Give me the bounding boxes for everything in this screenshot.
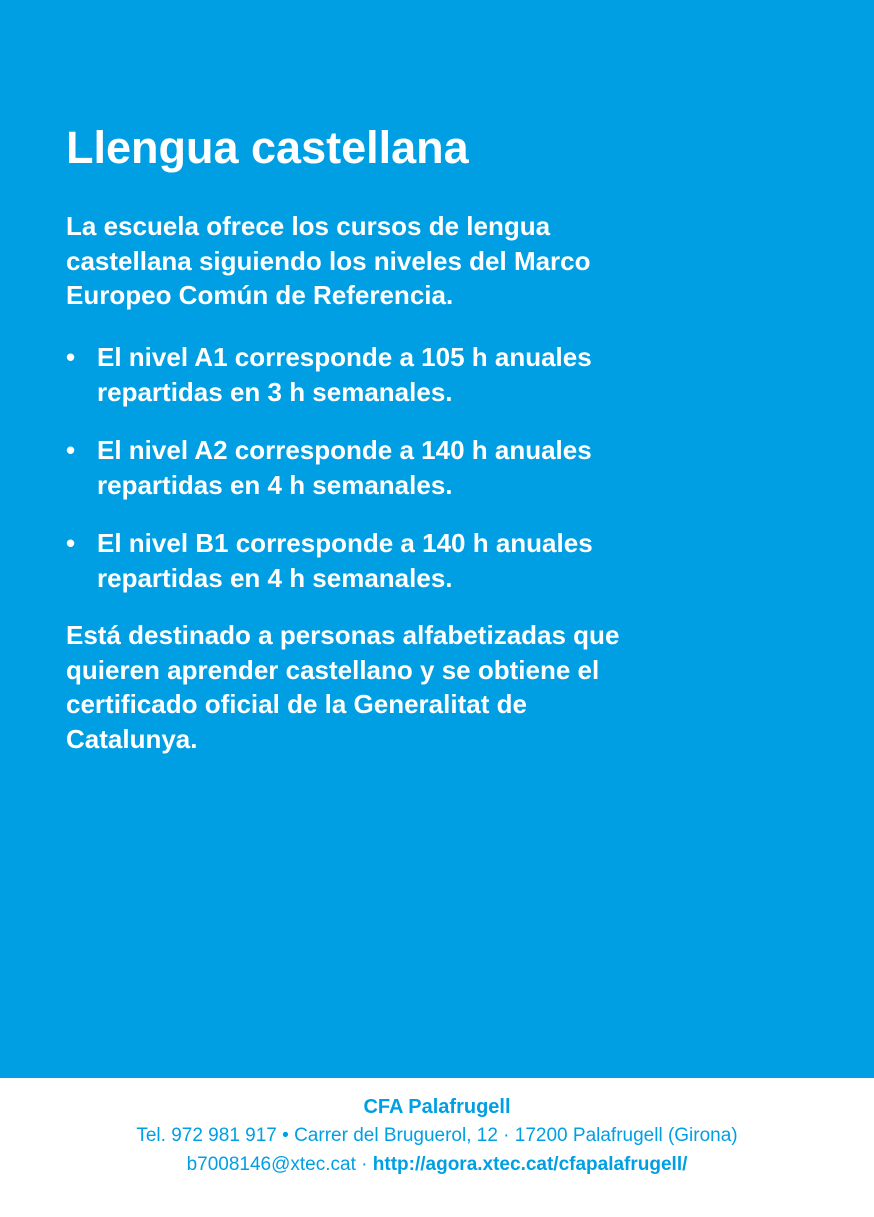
footer-separator: · [355,1154,373,1175]
footer-org-name: CFA Palafrugell [363,1096,511,1118]
intro-line: Europeo Común de Referencia. [66,280,454,310]
level-item-a2 [66,433,593,502]
level-item-b1 [66,526,593,595]
level-line: repartidas en 3 h semanales. [97,376,453,407]
footer [0,1078,874,1217]
footer-web-line [0,1153,874,1177]
level-line: El nivel B1 corresponde a 140 h anuales [97,528,593,558]
level-item-a1 [66,340,593,409]
level-line: repartidas en 4 h semanales. [97,562,453,593]
outro-line: quieren aprender castellano y se obtiene el [66,654,600,685]
intro-line: La escuela ofrece los cursos de lengua [66,211,551,241]
footer-contact-line: Tel. 972 981 917 • Carrer del Bruguerol, 12 · 17200 Palafrugell (Girona) [136,1125,738,1146]
level-line: repartidas en 4 h semanales. [97,469,453,500]
bullet-icon: • [66,528,76,558]
outro-line: certificado oficial de la Generalitat de [66,689,527,719]
intro-line: castellana siguiendo los niveles del Marco [66,245,591,276]
page-title: Llengua castellana [66,122,469,173]
outro-line: Está destinado a personas alfabetizadas que [66,620,620,650]
bullet-icon: • [66,342,76,372]
outro-paragraph [66,618,619,756]
bullet-icon: • [66,435,76,465]
outro-line: Catalunya. [66,723,198,754]
intro-paragraph [66,209,591,313]
level-line: El nivel A2 corresponde a 140 h anuales [97,435,592,465]
footer-url-link[interactable]: http://agora.xtec.cat/cfapalafrugell/ [372,1154,688,1175]
level-line: El nivel A1 corresponde a 105 h anuales [97,342,592,372]
footer-email-link[interactable]: b7008146@xtec.cat [186,1154,356,1175]
level-list [66,340,593,619]
